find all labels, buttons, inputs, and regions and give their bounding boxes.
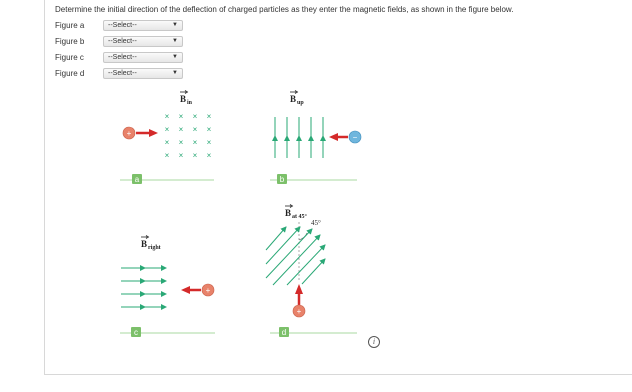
figure-tag-a-text: a: [134, 175, 140, 184]
figure-a-select-value: --Select--: [108, 21, 137, 29]
field-label-c: [141, 236, 161, 252]
figure-tag-d-text: d: [281, 328, 287, 337]
figure-c-select-value: --Select--: [108, 53, 137, 61]
charge-sign-b: −: [352, 133, 358, 142]
figure-d-label: Figure d: [55, 68, 85, 78]
dropdown-arrow-icon: ▼: [172, 69, 178, 76]
figure-c-label: Figure c: [55, 52, 84, 62]
svg-text:×: ×: [192, 151, 198, 160]
field-lines-45deg: [266, 227, 325, 285]
velocity-arrow-c: [181, 286, 201, 294]
field-subscript-d: at 45°: [292, 214, 307, 220]
figure-a-label: Figure a: [55, 20, 85, 30]
figure-d: [266, 205, 357, 338]
charge-sign-d: +: [296, 307, 302, 316]
field-symbol-a: B: [180, 94, 187, 104]
figure-b-label: Figure b: [55, 36, 85, 46]
question-text: Determine the initial direction of the deflection of charged particles as they enter the magnetic fields, as shown in the figure below.: [55, 5, 514, 14]
field-symbol-d: B: [285, 208, 292, 218]
svg-text:×: ×: [178, 125, 184, 134]
charge-sign-c: +: [205, 286, 211, 295]
figure-a: [120, 91, 214, 185]
dropdown-arrow-icon: ▼: [172, 53, 178, 60]
field-label-a: [180, 91, 193, 107]
figure-tag-c-text: c: [134, 328, 138, 337]
field-symbol-b: B: [290, 94, 297, 104]
svg-text:×: ×: [178, 138, 184, 147]
svg-text:×: ×: [164, 138, 170, 147]
figure-tag-b-text: b: [279, 175, 285, 184]
svg-text:×: ×: [164, 112, 170, 121]
charge-sign-a: +: [126, 129, 132, 138]
field-subscript-a: in: [187, 100, 193, 106]
field-into-page-x-grid: [165, 112, 212, 160]
info-icon[interactable]: i: [368, 336, 380, 348]
svg-text:×: ×: [206, 125, 212, 134]
field-lines-right: [121, 268, 166, 307]
svg-text:×: ×: [192, 138, 198, 147]
field-arrowheads-up: [272, 135, 326, 141]
svg-text:×: ×: [178, 151, 184, 160]
velocity-arrow-a: [136, 129, 158, 137]
angle-label: 45°: [311, 219, 321, 227]
svg-text:×: ×: [164, 151, 170, 160]
field-label-d: [285, 205, 307, 221]
svg-text:×: ×: [192, 112, 198, 121]
figure-b: [270, 91, 361, 185]
svg-text:×: ×: [206, 138, 212, 147]
field-symbol-c: B: [141, 239, 148, 249]
svg-text:×: ×: [178, 112, 184, 121]
figure-d-select-value: --Select--: [108, 69, 137, 77]
velocity-arrow-b: [329, 133, 348, 141]
svg-text:×: ×: [206, 151, 212, 160]
field-subscript-b: up: [297, 100, 304, 106]
svg-text:×: ×: [164, 125, 170, 134]
dropdown-arrow-icon: ▼: [172, 21, 178, 28]
velocity-arrow-d: [295, 284, 303, 305]
dropdown-arrow-icon: ▼: [172, 37, 178, 44]
figure-c: [120, 236, 215, 338]
field-subscript-c: right: [148, 245, 161, 251]
figure-b-select-value: --Select--: [108, 37, 137, 45]
svg-text:×: ×: [192, 125, 198, 134]
field-label-b: [290, 91, 304, 107]
svg-text:×: ×: [206, 112, 212, 121]
